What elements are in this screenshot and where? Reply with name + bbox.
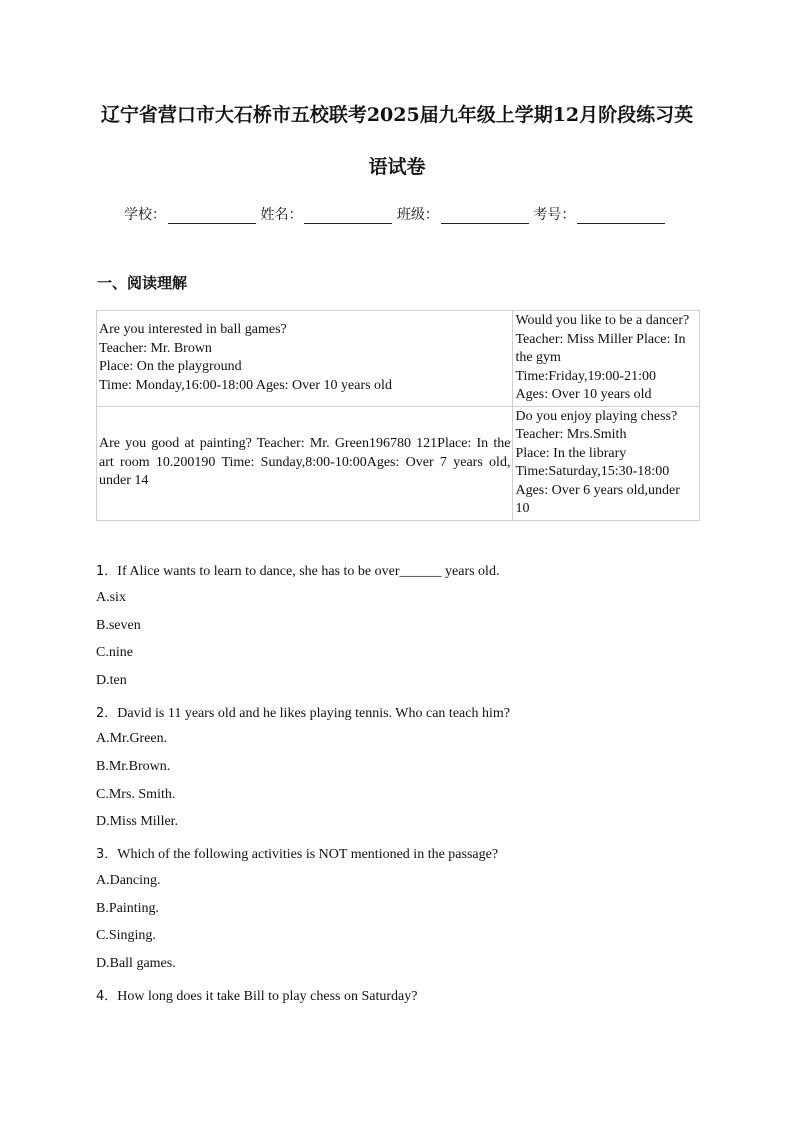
cell-line: Time: Monday,16:00-18:00 Ages: Over 10 years old [99,377,392,393]
question-number: 2． [96,706,118,721]
cell-line: Time:Friday,19:00-21:00 [515,368,656,384]
question-number: 1． [96,564,118,579]
cell-line: Place: In the library [515,445,627,461]
option-2b[interactable]: B.Mr.Brown. [96,759,171,774]
option-2d[interactable]: D.Miss Miller. [96,814,179,829]
cell-line: Would you like to be a dancer? [515,313,690,328]
cell-line: Time:Saturday,15:30-18:00 [515,464,670,479]
chess-cell [513,406,700,520]
option-3b[interactable]: B.Painting. [96,901,160,916]
dance-cell [513,311,700,407]
class-blank[interactable] [441,209,529,224]
question-2 [96,702,510,722]
activity-notice-table [96,310,700,521]
table-row [97,311,700,407]
cell-line: Are you good at painting? Teacher: Mr. Green196780 121Place: In the art room 10.200190 Time: Sunday,8:00-10:00Ages: Over 7 years old, under 14 [99,436,511,489]
option-3d[interactable]: D.Ball games. [96,956,176,971]
exam-title-line-2: 语试卷 [368,156,426,178]
school-label: 学校： [124,207,166,223]
cell-line: Do you enjoy playing chess? [515,408,678,424]
cell-line: Ages: Over 6 years old,under 10 [515,482,680,516]
question-1 [96,560,499,580]
question-number: 3． [96,847,118,862]
question-4 [96,985,417,1005]
option-3c[interactable]: C.Singing. [96,928,156,943]
option-1d[interactable]: D.ten [96,673,127,688]
painting-cell [97,406,513,520]
cell-line: Are you interested in ball games? [99,322,287,338]
cell-line: Ages: Over 10 years old [515,387,652,402]
option-3a[interactable]: A.Dancing. [96,873,161,888]
name-blank[interactable] [304,209,392,224]
question-text: David is 11 years old and he likes playing tennis. Who can teach him? [117,706,510,721]
question-3 [96,843,498,863]
option-1b[interactable]: B.seven [96,618,141,633]
cell-line: Place: On the playground [99,359,242,375]
section-heading: 一、阅读理解 [97,274,188,292]
option-2c[interactable]: C.Mrs. Smith. [96,787,176,802]
question-text: If Alice wants to learn to dance, she has to be over______ years old. [117,564,500,579]
cell-line: Teacher: Mrs.Smith [515,427,627,442]
school-blank[interactable] [168,209,256,224]
option-1c[interactable]: C.nine [96,645,133,660]
ball-games-cell [97,311,513,407]
question-number: 4． [96,989,118,1004]
number-blank[interactable] [577,209,665,224]
option-1a[interactable]: A.six [96,590,126,605]
number-label: 考号： [533,207,576,223]
option-2a[interactable]: A.Mr.Green. [96,731,168,746]
name-label: 姓名： [260,207,303,223]
student-info-row [124,204,665,224]
exam-title-line-1: 辽宁省营口市大石桥市五校联考2025届九年级上学期12月阶段练习英 [100,104,694,126]
cell-line: Teacher: Mr. Brown [99,340,212,356]
question-text: Which of the following activities is NOT mentioned in the passage? [117,847,499,862]
cell-line: Teacher: Miss Miller Place: In the gym [515,331,686,365]
class-label: 班级： [396,207,439,223]
table-row [97,406,700,520]
question-text: How long does it take Bill to play chess on Saturday? [117,989,418,1004]
